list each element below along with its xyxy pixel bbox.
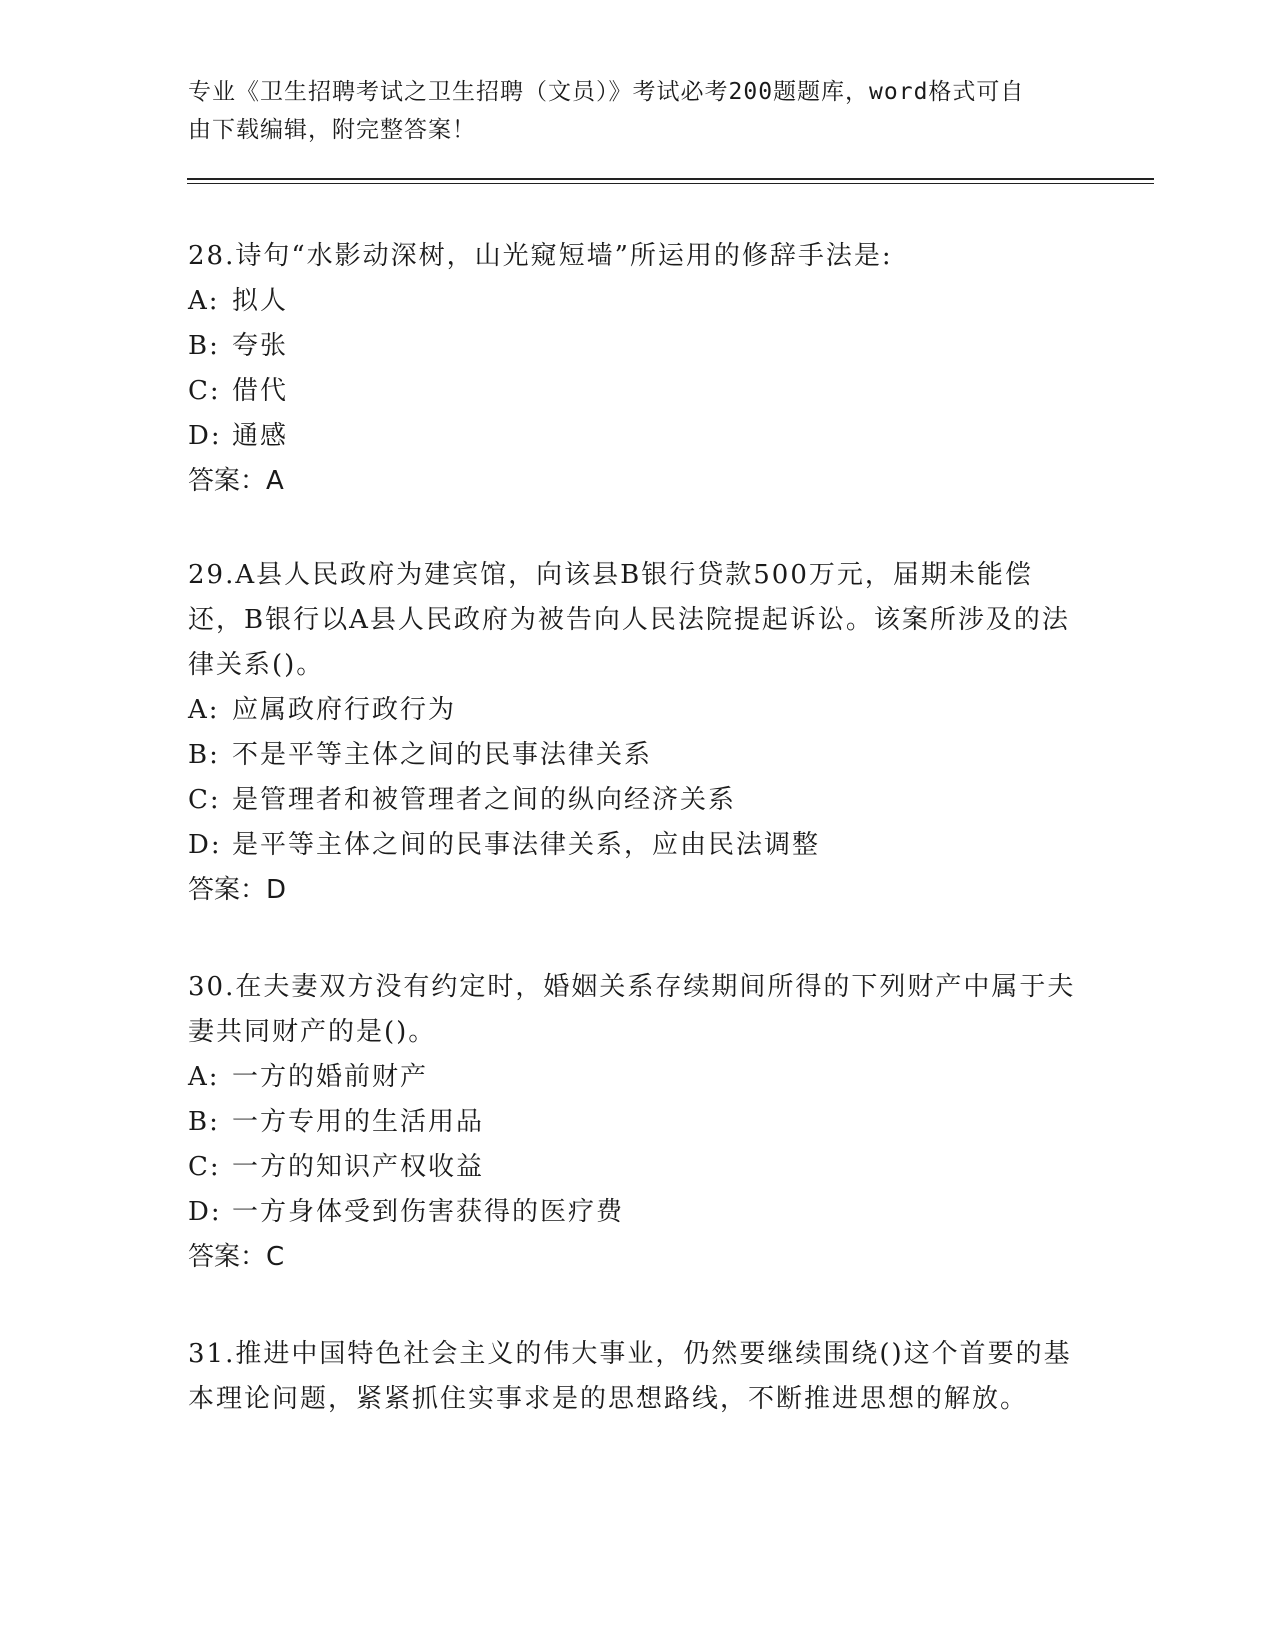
option-text: 是平等主体之间的民事法律关系，应由民法调整 [232,830,821,860]
option-d [188,823,1078,868]
option-text: 拟人 [232,286,289,316]
option-a [188,279,1078,324]
option-text: 夸张 [232,331,289,361]
option-text: 一方的知识产权收益 [232,1152,485,1182]
option-b [188,733,1078,778]
option-text: 不是平等主体之间的民事法律关系 [232,740,653,770]
option-key: C: [188,1152,221,1182]
option-key: D: [188,421,222,451]
question-29 [188,553,1078,913]
header-divider-thick [187,178,1154,180]
option-key: A: [188,695,220,725]
option-text: 应属政府行政行为 [232,695,457,725]
option-text: 一方的婚前财产 [232,1062,429,1092]
answer-line: 答案：D [188,875,287,905]
option-key: A: [188,286,220,316]
option-key: B: [188,1107,220,1137]
option-key: C: [188,785,221,815]
option-key: D: [188,830,222,860]
header-line-2: 由下载编辑，附完整答案！ [188,117,476,143]
option-key: A: [188,1062,220,1092]
option-key: B: [188,740,220,770]
question-30 [188,965,1078,1280]
document-header [188,73,1068,149]
option-text: 一方专用的生活用品 [232,1107,485,1137]
option-a [188,1055,1078,1100]
option-d [188,414,1078,459]
question-stem: 31.推进中国特色社会主义的伟大事业，仍然要继续围绕()这个首要的基本理论问题，紧紧抓住实事求是的思想路线，不断推进思想的解放。 [188,1339,1072,1414]
question-stem: 28.诗句“水影动深树，山光窥短墙”所运用的修辞手法是: [188,241,893,271]
option-d [188,1190,1078,1235]
option-text: 借代 [232,376,289,406]
option-a [188,688,1078,733]
answer-line: 答案：C [188,1242,285,1272]
option-b [188,1100,1078,1145]
option-c [188,369,1078,414]
option-text: 通感 [232,421,289,451]
option-c [188,1145,1078,1190]
option-key: B: [188,331,220,361]
option-text: 是管理者和被管理者之间的纵向经济关系 [232,785,737,815]
option-c [188,778,1078,823]
question-stem: 29.A县人民政府为建宾馆，向该县B银行贷款500万元，届期未能偿还，B银行以A县人民政府为被告向人民法院提起诉讼。该案所涉及的法律关系()。 [188,560,1070,680]
question-28 [188,234,1078,504]
question-31 [188,1332,1078,1422]
option-text: 一方身体受到伤害获得的医疗费 [232,1197,625,1227]
header-divider-thin [187,183,1154,184]
answer-line: 答案：A [188,466,284,496]
question-stem: 30.在夫妻双方没有约定时，婚姻关系存续期间所得的下列财产中属于夫妻共同财产的是()。 [188,972,1076,1047]
option-key: D: [188,1197,222,1227]
option-b [188,324,1078,369]
header-line-1: 专业《卫生招聘考试之卫生招聘（文员）》考试必考200题题库，word格式可自 [188,79,1025,105]
option-key: C: [188,376,221,406]
